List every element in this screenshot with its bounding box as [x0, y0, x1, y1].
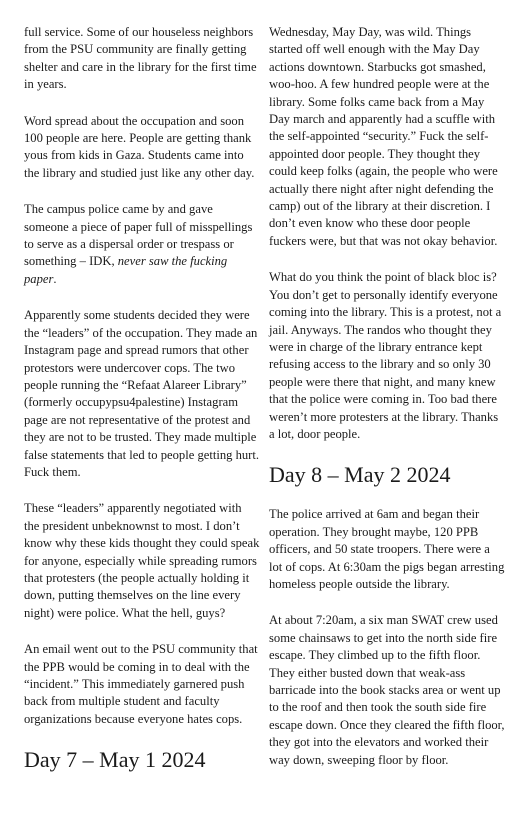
emphasis-text: never saw the fucking paper	[24, 254, 228, 286]
paragraph: Wednesday, May Day, was wild. Things started off well enough with the May Day actions downtown. Starbucks got smashed, woo-hoo. A few hundred people were at the library. Some folks came back from a May Day march and apparently had a scuffle with the self-appointed “security.” Fuck the self-appointed door people. They thought they could keep folks (again, the people who were actually there night after night defending the camp) out of the library at their discretion. I don’t even know who these door people fuckers were, but that was not okay behavior.	[269, 25, 498, 248]
paragraph: These “leaders” apparently negotiated with the president unbeknownst to most. I don’t know why these kids thought they could speak for anyone, especially while spreading rumors that protesters (the people actually holding it down, putting themselves on the line every night) were police. What the hell, guys?	[24, 501, 260, 620]
paragraph: An email went out to the PSU community that the PPB would be coming in to deal with the “incident.” This immediately garnered push back from multiple student and faculty organizations because everyone hates cops.	[24, 642, 258, 726]
section-heading-day-8: Day 8 – May 2 2024	[269, 462, 451, 488]
paragraph: Apparently some students decided they were the “leaders” of the occupation. They made an Instagram page and spread rumors that other protestors were undercover cops. The two people running the “Refaat Alareer Library” (formerly occupypsu4palestine) Instagram page are not representative of the protest and they are not to be trusted. They made multiple false statements that led to people getting hurt. Fuck them.	[24, 308, 260, 479]
paragraph: The police arrived at 6am and began their operation. They brought maybe, 120 PPB officers, and 50 state troopers. There were a lot of cops. At 6:30am the pigs began arresting homeless people outside the library.	[269, 507, 505, 591]
paragraph-text: The campus police came by and gave someone a piece of paper full of misspellings to serve as a dispersal order or trespass or something – IDK,	[24, 202, 253, 269]
left-column	[24, 24, 260, 791]
right-column	[269, 24, 505, 788]
section-heading-day-7: Day 7 – May 1 2024	[24, 747, 206, 773]
paragraph: What do you think the point of black bloc is? You don’t get to personally identify everyone coming into the library. This is a protest, not a jail. Anyways. The randos who thought they were in charge of the library entrance kept refusing access to the library and so only 30 people were there that night, and many knew that the police were coming in. Too bad there weren’t more protesters at the library. Thanks a lot, door people.	[269, 270, 502, 441]
paragraph: At about 7:20am, a six man SWAT crew used some chainsaws to get into the north side fire escape. They climbed up to the fifth floor. They either busted down that weak-ass barricade into the book stacks area or went up to the roof and then took the south side fire escape down. Once they cleared the fifth floor, they got into the elevators and worked their way down, sweeping floor by floor.	[269, 613, 505, 767]
paragraph-end: .	[53, 271, 57, 286]
paragraph: full service. Some of our houseless neighbors from the PSU community are finally getting shelter and care in the library for the first time in years.	[24, 25, 257, 92]
paragraph	[24, 201, 260, 288]
paragraph: Word spread about the occupation and soon 100 people are here. People are getting thank yous from kids in Gaza. Students came into the library and studied just like any other day.	[24, 113, 255, 180]
